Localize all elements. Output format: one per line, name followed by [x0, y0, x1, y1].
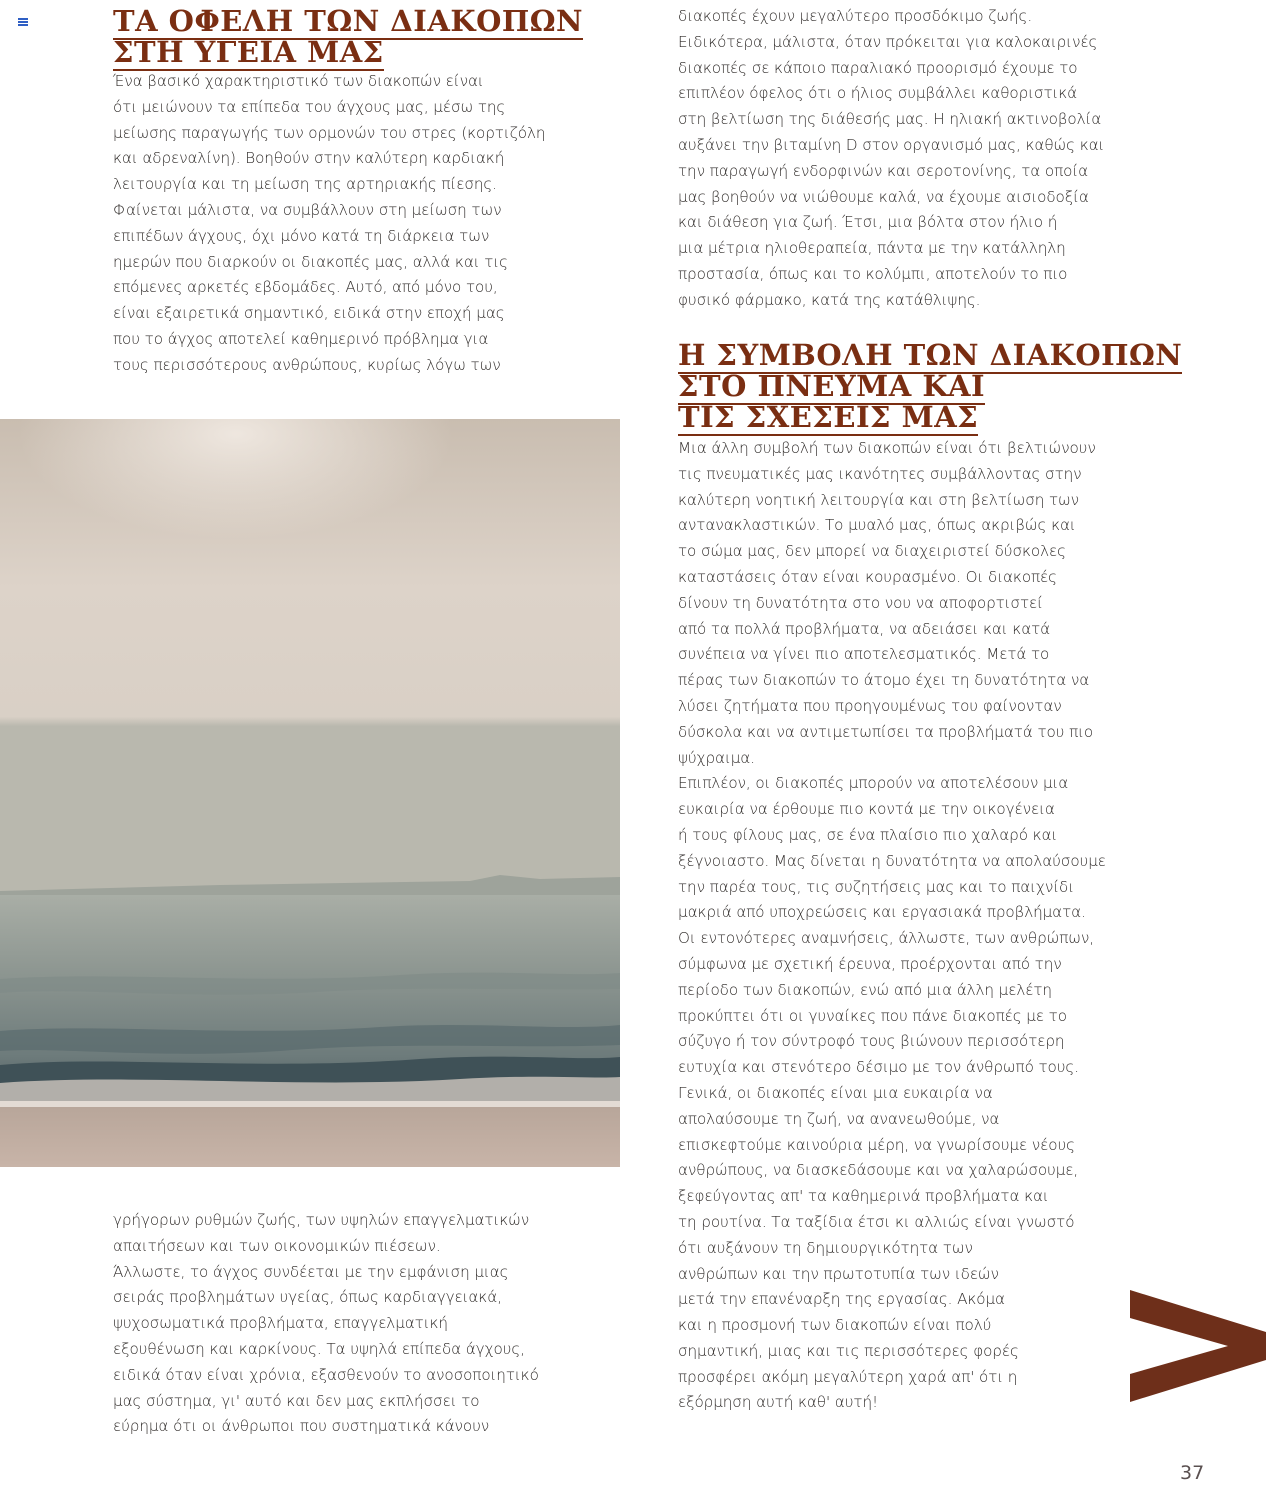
text-line: ευτυχία και στενότερο δέσιμο με τον άνθρωπό τους.	[678, 1058, 1079, 1077]
text-line: σύμφωνα με σχετική έρευνα, προέρχονται από την	[678, 954, 1062, 973]
text-line: αντανακλαστικών. Το μυαλό μας, όπως ακριβώς και	[678, 516, 1076, 535]
text-line: μια μέτρια ηλιοθεραπεία, πάντα με την κατάλληλη	[678, 239, 1066, 258]
text-line: ότι μειώνουν τα επίπεδα του άγχους μας, μέσω της	[113, 97, 506, 116]
text-line: τη ρουτίνα. Τα ταξίδια έτσι κι αλλιώς είναι γνωστό	[678, 1212, 1075, 1231]
text-line: Φαίνεται μάλιστα, να συμβάλλουν στη μείωση των	[113, 200, 502, 219]
text-line: είναι εξαιρετικά σημαντικό, ειδικά στην εποχή μας	[113, 304, 505, 323]
text-line: Μια άλλη συμβολή των διακοπών είναι ότι βελτιώνουν	[678, 439, 1096, 457]
text-line: μακριά από υποχρεώσεις και εργασιακά προβλήματα.	[678, 903, 1086, 922]
text-line: απολαύσουμε τη ζωή, να ανανεωθούμε, να	[678, 1109, 1000, 1128]
text-line: καταστάσεις όταν είναι κουρασμένο. Οι διακοπές	[678, 567, 1057, 586]
menu-icon[interactable]	[18, 18, 28, 26]
right-column-bottom-text	[678, 436, 1106, 1416]
text-line: ανθρώπων και την πρωτοτυπία των ιδεών	[678, 1264, 999, 1283]
text-line: αυξάνει την βιταμίνη D στον οργανισμό μας, καθώς και	[678, 135, 1105, 154]
heading-line: ΤΑ ΟΦΕΛΗ ΤΩΝ ΔΙΑΚΟΠΩΝ	[113, 4, 584, 38]
next-page-chevron-icon[interactable]	[1128, 1290, 1268, 1402]
text-line: Γενικά, οι διακοπές είναι μια ευκαιρία να	[678, 1083, 993, 1102]
heading-line: ΣΤΟ ΠΝΕΥΜΑ ΚΑΙ	[678, 369, 986, 403]
text-line: εύρημα ότι οι άνθρωποι που συστηματικά κάνουν	[113, 1417, 490, 1436]
heading-line: ΤΙΣ ΣΧΕΣΕΙΣ ΜΑΣ	[678, 400, 979, 434]
text-line: εξόρμηση αυτή καθ' αυτή!	[678, 1393, 878, 1412]
text-line: προσφέρει ακόμη μεγαλύτερη χαρά απ' ότι η	[678, 1367, 1018, 1386]
text-line: και διάθεση για ζωή. Έτσι, μια βόλτα στον ήλιο ή	[678, 213, 1058, 232]
text-line: λύσει ζητήματα που προηγουμένως του φαίνονταν	[678, 696, 1062, 715]
text-line: δίνουν τη δυνατότητα στο νου να αποφορτιστεί	[678, 593, 1043, 612]
text-line: ότι αυξάνουν τη δημιουργικότητα των	[678, 1238, 973, 1257]
text-line: ευκαιρία να έρθουμε πιο κοντά με την οικογένεια	[678, 800, 1055, 819]
text-line: περίοδο των διακοπών, ενώ από μια άλλη μελέτη	[678, 980, 1052, 999]
text-line: επιπλέον όφελος ότι ο ήλιος συμβάλλει καθοριστικά	[678, 84, 1078, 103]
left-column-top-text	[113, 69, 545, 379]
text-line: καλύτερη νοητική λειτουργία και στη βελτίωση των	[678, 490, 1080, 509]
text-line: που το άγχος αποτελεί καθημερινό πρόβλημα για	[113, 329, 489, 348]
right-column-top-text	[678, 4, 1104, 314]
text-line: σημαντική, μιας και τις περισσότερες φορές	[678, 1341, 1019, 1360]
chevron-shape	[1130, 1290, 1266, 1402]
text-line: σύζυγο ή τον σύντροφό τους βιώνουν περισσότερη	[678, 1032, 1065, 1051]
text-line: ανθρώπους, να διασκεδάσουμε και να χαλαρώσουμε,	[678, 1161, 1079, 1180]
text-line: πέρας των διακοπών το άτομο έχει τη δυνατότητα να	[678, 671, 1090, 690]
text-line: και αδρεναλίνη). Βοηθούν στην καλύτερη καρδιακή	[113, 149, 505, 168]
text-line: την παραγωγή ενδορφινών και σεροτονίνης, τα οποία	[678, 161, 1089, 180]
text-line: δύσκολα και να αντιμετωπίσει τα προβλήματά του πιο	[678, 722, 1094, 741]
text-line: ξέγνοιαστο. Μας δίνεται η δυνατότητα να απολαύσουμε	[678, 851, 1106, 870]
text-line: ημερών που διαρκούν οι διακοπές μας, αλλά και τις	[113, 252, 508, 271]
text-line: ξεφεύγοντας απ' τα καθημερινά προβλήματα και	[678, 1187, 1049, 1206]
left-column-bottom-text	[113, 1208, 539, 1440]
text-line: Ειδικότερα, μάλιστα, όταν πρόκειται για καλοκαιρινές	[678, 32, 1098, 51]
text-line: επισκεφτούμε καινούρια μέρη, να γνωρίσουμε νέους	[678, 1135, 1075, 1154]
text-line: προστασία, όπως και το κολύμπι, αποτελούν το πιο	[678, 264, 1068, 283]
text-line: μας σύστημα, γι' αυτό και δεν μας εκπλήσσει το	[113, 1391, 480, 1410]
text-line: λειτουργία και τη μείωση της αρτηριακής πίεσης.	[113, 175, 497, 194]
text-line: τους περισσότερους ανθρώπους, κυρίως λόγω των	[113, 355, 501, 374]
text-line: προκύπτει ότι οι γυναίκες που πάνε διακοπές με το	[678, 1006, 1067, 1025]
text-line: Άλλωστε, το άγχος συνδέεται με την εμφάνιση μιας	[113, 1262, 509, 1281]
text-line: συνέπεια να γίνει πιο αποτελεσματικός. Μετά το	[678, 645, 1050, 664]
text-line: τις πνευματικές μας ικανότητες συμβάλλοντας στην	[678, 464, 1082, 483]
heading-health-benefits	[113, 6, 583, 68]
text-line: ειδικά όταν είναι χρόνια, εξασθενούν το ανοσοποιητικό	[113, 1365, 539, 1384]
text-line: ψυχοσωματικά προβλήματα, επαγγελματική	[113, 1314, 448, 1333]
text-line: απαιτήσεων και των οικονομικών πιέσεων.	[113, 1236, 441, 1255]
sea-photo-image	[0, 419, 620, 1167]
text-line: ή τους φίλους μας, σε ένα πλαίσιο πιο χαλαρό και	[678, 825, 1058, 844]
heading-line: ΣΤΗ ΥΓΕΙΑ ΜΑΣ	[113, 35, 384, 69]
text-line: μείωσης παραγωγής των ορμονών του στρες (κορτιζόλη	[113, 123, 546, 142]
text-line: το σώμα μας, δεν μπορεί να διαχειριστεί δύσκολες	[678, 542, 1066, 561]
page-number: 37	[1180, 1462, 1205, 1484]
text-line: στη βελτίωση της διάθεσής μας. Η ηλιακή ακτινοβολία	[678, 110, 1102, 129]
heading-mind-and-relationships	[678, 340, 1182, 433]
text-line: επιπέδων άγχους, όχι μόνο κατά τη διάρκεια των	[113, 226, 490, 245]
text-line: φυσικό φάρμακο, κατά της κατάθλιψης.	[678, 290, 981, 309]
text-line: διακοπές σε κάποιο παραλιακό προορισμό έχουμε το	[678, 58, 1078, 77]
text-line: μετά την επανέναρξη της εργασίας. Ακόμα	[678, 1290, 1005, 1309]
text-line: εξουθένωση και καρκίνους. Τα υψηλά επίπεδα άγχους,	[113, 1339, 525, 1358]
sea-photo	[0, 419, 620, 1167]
text-line: Ένα βασικό χαρακτηριστικό των διακοπών είναι	[113, 72, 484, 90]
heading-line: Η ΣΥΜΒΟΛΗ ΤΩΝ ΔΙΑΚΟΠΩΝ	[678, 338, 1183, 372]
text-line: επόμενες αρκετές εβδομάδες. Αυτό, από μόνο του,	[113, 278, 498, 297]
text-line: διακοπές έχουν μεγαλύτερο προσδόκιμο ζωής.	[678, 7, 1033, 25]
text-line: και η προσμονή των διακοπών είναι πολύ	[678, 1316, 992, 1335]
text-line: Οι εντονότερες αναμνήσεις, άλλωστε, των ανθρώπων,	[678, 929, 1095, 948]
text-line: μας βοηθούν να νιώθουμε καλά, να έχουμε αισιοδοξία	[678, 187, 1089, 206]
text-line: γρήγορων ρυθμών ζωής, των υψηλών επαγγελματικών	[113, 1211, 530, 1229]
text-line: ψύχραιμα.	[678, 748, 755, 767]
text-line: από τα πολλά προβλήματα, να αδειάσει και κατά	[678, 619, 1051, 638]
text-line: την παρέα τους, τις συζητήσεις μας και το παιχνίδι	[678, 877, 1074, 896]
text-line: σειράς προβλημάτων υγείας, όπως καρδιαγγειακά,	[113, 1288, 502, 1307]
text-line: Επιπλέον, οι διακοπές μπορούν να αποτελέσουν μια	[678, 774, 1069, 793]
